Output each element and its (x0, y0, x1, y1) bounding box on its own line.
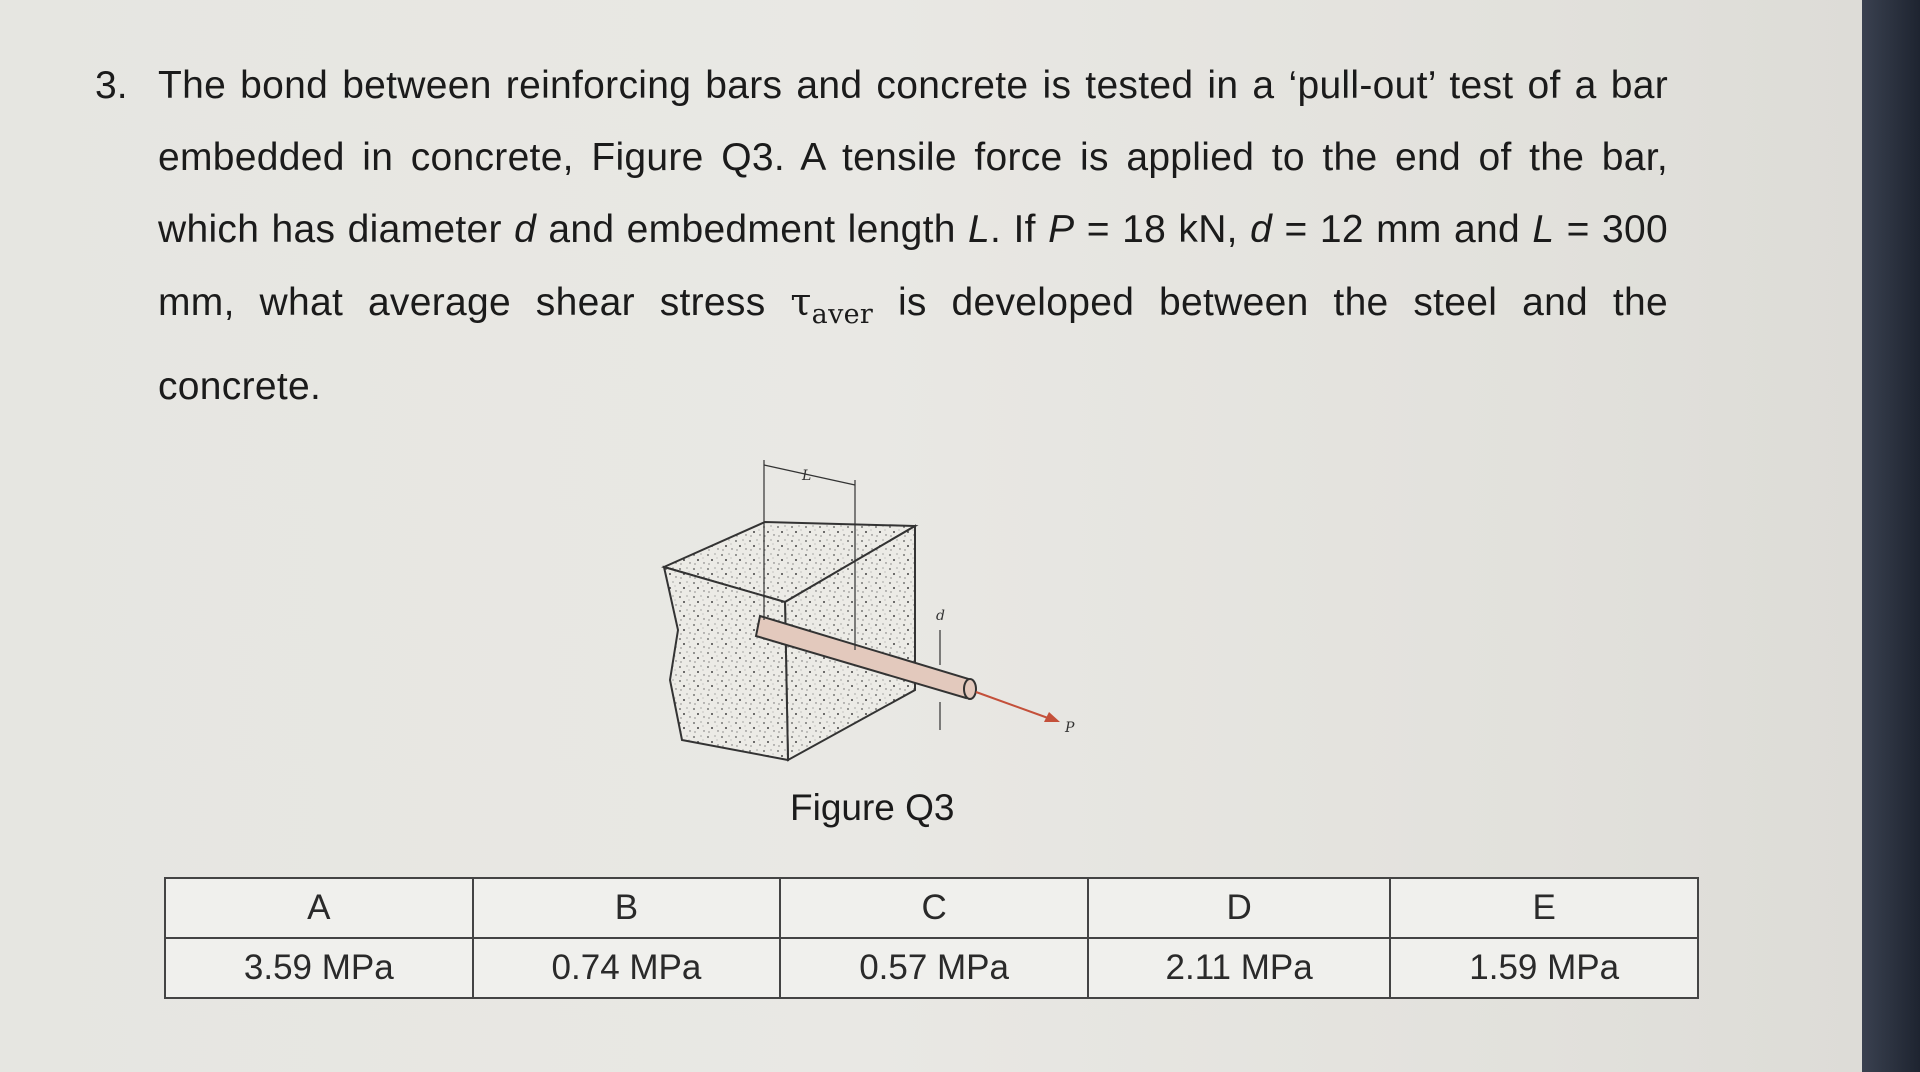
answer-header-row (165, 878, 1698, 938)
monitor-bezel (1862, 0, 1920, 1072)
question-text-part: and embedment length (536, 208, 969, 251)
symbol-L: L (1532, 208, 1555, 251)
answer-option-b[interactable]: B (473, 878, 781, 938)
answer-value-e[interactable]: 1.59 MPa (1390, 938, 1698, 998)
answer-value-a[interactable]: 3.59 MPa (165, 938, 473, 998)
question-text (158, 50, 1668, 423)
answer-table (164, 877, 1699, 999)
question-number: 3. (95, 64, 128, 107)
question-text-part: . If (990, 208, 1049, 251)
symbol-tau: τ (790, 280, 812, 324)
answer-option-a[interactable]: A (165, 878, 473, 938)
question-text-part: = 12 mm and (1272, 208, 1533, 251)
figure-caption: Figure Q3 (790, 787, 955, 828)
answer-option-e[interactable]: E (1390, 878, 1698, 938)
symbol-L: L (968, 208, 991, 251)
answer-value-b[interactable]: 0.74 MPa (473, 938, 781, 998)
label-L: L (802, 468, 812, 484)
label-d: d (936, 608, 945, 624)
symbol-P: P (1048, 208, 1075, 251)
question-block (95, 50, 1695, 423)
answer-value-d[interactable]: 2.11 MPa (1088, 938, 1390, 998)
force-arrow-line (976, 692, 1048, 718)
question-text-part: = 300 mm, what average shear stress (158, 208, 1669, 324)
bar-end (964, 679, 976, 699)
question-text-part: = 18 kN, (1074, 208, 1251, 251)
symbol-tau-subscript: aver (811, 299, 874, 330)
label-P: P (1065, 720, 1075, 736)
answer-option-d[interactable]: D (1088, 878, 1390, 938)
answer-option-c[interactable]: C (780, 878, 1088, 938)
answer-value-row (165, 938, 1698, 998)
question-text-part: The bond between reinforcing bars and concrete is tested in a ‘pull-out’ test of a bar embedded in concrete, Figure Q3. A tensile force is applied to the end of the bar, which has diameter (158, 64, 1668, 251)
answer-value-c[interactable]: 0.57 MPa (780, 938, 1088, 998)
symbol-d: d (514, 208, 537, 251)
question-text-part: is developed between the steel and the concrete. (158, 281, 1668, 408)
pullout-test-figure (650, 440, 1100, 780)
symbol-d: d (1250, 208, 1273, 251)
